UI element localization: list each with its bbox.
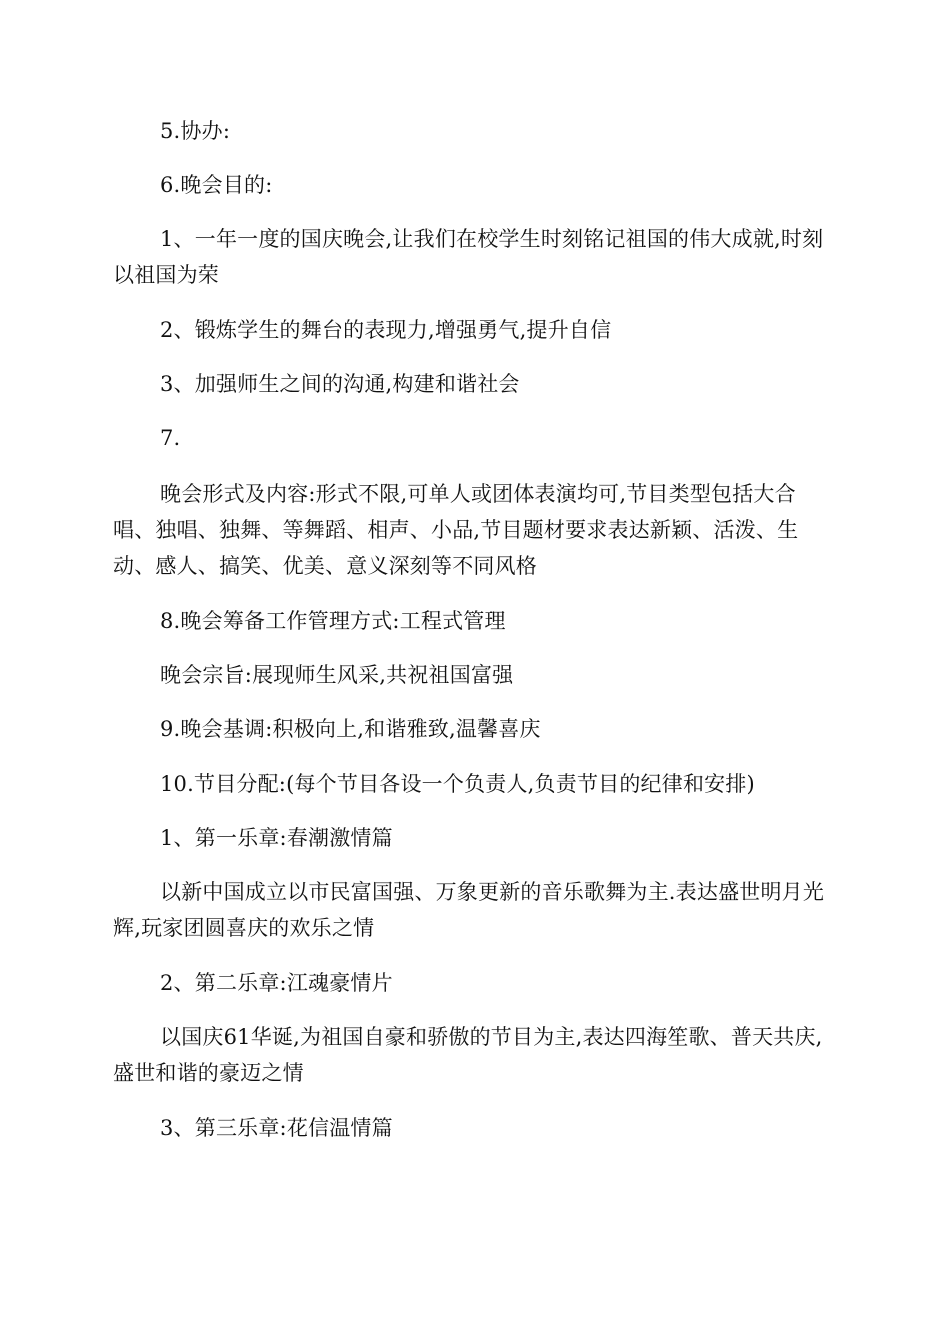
- paragraph-tenet: 晚会宗旨:展现师生风采,共祝祖国富强: [160, 663, 514, 687]
- paragraph-movement-2-title: 2、第二乐章:江魂豪情片: [160, 971, 393, 995]
- paragraph-movement-1-desc: 以新中国成立以市民富国强、万象更新的音乐歌舞为主.表达盛世明月光辉,玩家团圆喜庆的欢乐之情: [113, 880, 825, 940]
- paragraph-movement-3-title: 3、第三乐章:花信温情篇: [160, 1116, 393, 1140]
- paragraph-purpose-2: 2、锻炼学生的舞台的表现力,增强勇气,提升自信: [160, 318, 612, 342]
- paragraph-purpose-heading: 6.晚会目的:: [160, 173, 273, 197]
- paragraph-movement-2-desc: 以国庆61华诞,为祖国自豪和骄傲的节目为主,表达四海笙歌、普天共庆,盛世和谐的豪迈之情: [113, 1025, 823, 1085]
- paragraph-movement-1-title: 1、第一乐章:春潮激情篇: [160, 826, 393, 850]
- paragraph-form-content: 晚会形式及内容:形式不限,可单人或团体表演均可,节目类型包括大合唱、独唱、独舞、等舞蹈、相声、小品,节目题材要求表达新颖、活泼、生动、感人、搞笑、优美、意义深刻等不同风格: [113, 482, 799, 578]
- paragraph-tone: 9.晚会基调:积极向上,和谐雅致,温馨喜庆: [160, 717, 541, 741]
- paragraph-purpose-1: 1、一年一度的国庆晚会,让我们在校学生时刻铭记祖国的伟大成就,时刻以祖国为荣: [113, 227, 824, 287]
- paragraph-co-organizer: 5.协办:: [160, 119, 231, 143]
- paragraph-management: 8.晚会筹备工作管理方式:工程式管理: [160, 609, 506, 633]
- paragraph-section-7: 7.: [160, 426, 181, 450]
- paragraph-purpose-3: 3、加强师生之间的沟通,构建和谐社会: [160, 372, 520, 396]
- paragraph-program-allocation: 10.节目分配:(每个节目各设一个负责人,负责节目的纪律和安排): [160, 772, 755, 796]
